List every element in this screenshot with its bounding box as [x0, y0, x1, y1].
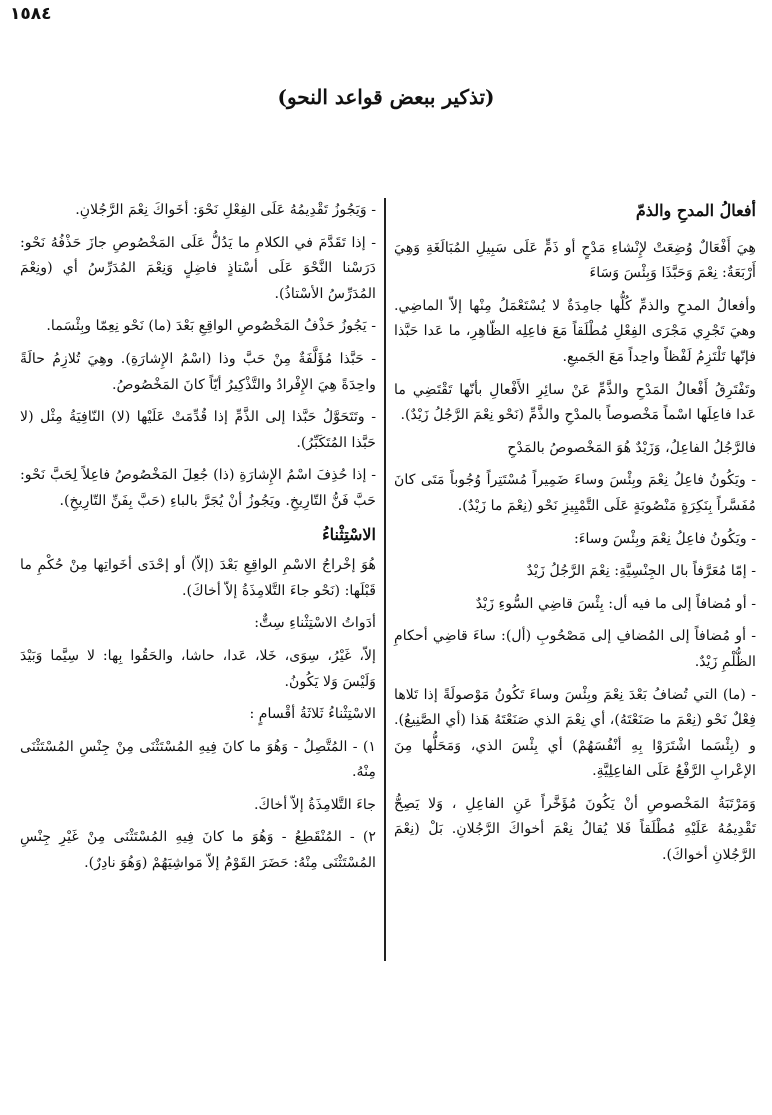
paragraph: إلاّ، غَيْرُ، سِوَى، خَلا، عَدا، حاشا، والحَقُوا بِها: لا سِيَّما وَبَيْدَ وَلَيْسَ وَلا يَكُونُ. [20, 647, 376, 690]
paragraph: فالرَّجُلُ الفاعِلُ، وَزَيْدٌ هُوَ المَخْصوصُ بالمَدْحِ [507, 439, 756, 456]
paragraph: - أو مُضافاً إلى ما فيه أل: بِئْسَ قاضِي السُّوءِ زَيْدٌ [475, 595, 756, 612]
paragraph: - حَبَّذا مُؤَلَّفَةٌ مِنْ حَبَّ وذا (اسْمُ الإِشارَةِ). وهِيَ تُلازِمُ حالَةً واحِدَةً هِيَ الإِفْرادُ والتَّذْكِيرُ أيّاً كانَ المَخْصُوصُ. [20, 350, 376, 393]
paragraph: ١) - المُتَّصِلُ - وَهُوَ ما كانَ فِيهِ المُسْتَثْنَى مِنْ جِنْسِ المُسْتَثْنَى مِنْهُ. [20, 738, 376, 781]
paragraph: - إذا حُذِفَ اسْمُ الإِشارَةِ (ذا) جُعِلَ المَخْصُوصُ فاعِلاً لِحَبَّ نَحْو: حَبَّ فَنُّ التّارِيخِ. ويَجُوزُ أنْ يُجَرَّ بالباءِ (حَبَّ بِفَنِّ التّارِيخِ). [20, 467, 376, 509]
paragraph: - يَجُوزُ حَذْفُ المَخْصُوصِ الواقِعِ بَعْدَ (ما) نَحْو نِعِمّا وبِئْسَما. [46, 318, 376, 335]
paragraph: وأفعالُ المدحِ والذمِّ كُلُّها جامِدَةٌ لا يُسْتَعْمَلُ مِنْها إلاّ الماضِي. وهيَ تَجْرِي مَجْرَى الفِعْلِ مُطْلَقاً مَعَ فاعِلِه الظّاهِرِ، ما عَدا حَبَّذا فإنّها تَلْتَزِمُ لَفْظاً واحِداً مَعَ الجَميعِ. [394, 297, 756, 365]
right-column [394, 198, 756, 876]
paragraph: وَمَرْتَبَةُ المَخْصوصِ أنْ يَكُونَ مُؤَخَّراً عَنِ الفاعِلِ ، وَلا يَصِحُّ تَقْدِيمُهُ عَلَيْهِ مُطْلَقاً فَلا يُقالُ نِعْمَ أخواكَ الرَّجُلانِ. بَلْ (نِعْمَ الرَّجُلانِ أخواكَ). [394, 795, 756, 864]
page-number: ١٥٨٤ [10, 4, 52, 24]
paragraph: أدَواتُ الاسْتِثْناءِ سِتٌّ: [254, 615, 376, 632]
paragraph: - ويَكُونُ فاعِلُ نِعْمَ وبِئْسَ وساءَ: [574, 530, 756, 547]
paragraph: - إذا تَقَدَّمَ في الكلامِ ما يَدُلُّ عَلَى المَخْصُوصِ جازَ حَذْفُهُ نَحْو: دَرَسْنا النَّحْوَ عَلَى أسْتاذٍ فاضِلٍ وَنِعْمَ المُدَرِّسُ أي (ونِعْمَ المُدَرِّسُ الأسْتاذُ). [20, 234, 376, 302]
paragraph: الاسْتِثْناءُ ثَلاثَةُ أقْسامٍ : [249, 706, 376, 723]
section-heading-exception: الاسْتِثْناءُ [322, 524, 376, 544]
paragraph: هِيَ أَفْعَالٌ وُضِعَتْ لإِنْشاءِ مَدْحٍ أو ذَمٍّ عَلَى سَبِيلِ المُبَالَغَةِ وَهِيَ أَرْبَعَةٌ: نِعْمَ وَحَبَّذَا وَبِئْسَ وَسَاءَ [394, 239, 756, 282]
page-title: (تذكير ببعض قواعد النحو) [277, 85, 495, 109]
paragraph: - أو مُضافاً إلى المُضافِ إلى مَصْحُوبِ (أل): ساءَ قاضِي أحكامِ الظُّلْمِ زَيْدٌ. [394, 628, 756, 670]
paragraph: وتَفْتَرِقُ أَفْعالُ المَدْحِ والذَّمِّ عَنْ سائِرِ الأَفْعالِ بأنّها تَقْتَضِي ما عَدا فاعِلَها اسْماً مَخْصوصاً بالمدْحِ والذَّمِّ (نَحْو نِعْمَ الرَّجُلُ زَيْدٌ). [394, 381, 756, 424]
paragraph: - وَيَجُوزُ تَقْدِيمُهُ عَلَى الفِعْلِ نَحْوَ: أخَواكَ نِعْمَ الرَّجُلانِ. [75, 202, 376, 218]
paragraph: ٢) - المُنْقَطِعُ - وَهُوَ ما كانَ فِيهِ المُسْتَثْنَى مِنْ غَيْرِ جِنْسِ المُسْتَثْنَى مِنْهُ: حَضَرَ القَوْمُ إلاّ مَواشِيَهُمْ (وَهُوَ نادِرٌ). [20, 829, 376, 872]
paragraph: هُوَ إخْراجُ الاسْمِ الواقِعِ بَعْدَ (إلاّ) أو إحْدَى أخَواتِها مِنْ حُكْمِ ما قَبْلَها: (نَحْو جاءَ التَّلامِذَةُ إلاّ أخاكَ). [20, 557, 376, 599]
left-column [20, 198, 376, 884]
section-heading-praise-blame: أفعالُ المدحِ والذمّ [635, 201, 756, 220]
paragraph: - (ما) التي تُضافُ بَعْدَ نِعْمَ وبِئْسَ وساءَ تَكُونُ مَوْصولَةً إذا تَلاها فِعْلٌ نَحْو (نِعْمَ ما صَنَعْتَهُ)، أي نِعْمَ الذي صَنَعْتَهُ هَذا (أي الصَّنِيعُ). و (بِئْسَما اشْتَرَوْا بِهِ أنْفُسَهُمْ) أي بِئْسَ الذي، وَمَحَلُّها مِنَ الإعْرابِ الرَّفْعُ عَلَى الفاعِلِيَّةِ. [394, 686, 756, 780]
paragraph: - ويَكُونُ فاعِلُ نِعْمَ وبِئْسَ وساءَ ضَمِيراً مُسْتَتِراً وُجُوباً مَتَى كانَ مُفَسَّراً بِنَكِرَةٍ مَنْصُوبَةٍ عَلَى التَّمْيِيزِ نَحْو (نِعْمَ ما زَيْدٌ). [394, 472, 756, 514]
paragraph: - إمّا مُعَرَّفاً بال الجِنْسِيَّةِ: نِعْمَ الرَّجُلُ زَيْدٌ [526, 563, 756, 580]
column-divider [384, 198, 386, 961]
paragraph: جاءَ التَّلامِذَةُ إلاّ أخاكَ. [253, 796, 376, 813]
paragraph: - وتَتَحَوَّلُ حَبَّذا إلى الذَّمِّ إذا قُدِّمَتْ عَلَيْها (لا) النّافِيَةُ مِثْل (لا حَبَّذا المُتَكَبِّرُ). [20, 409, 376, 451]
